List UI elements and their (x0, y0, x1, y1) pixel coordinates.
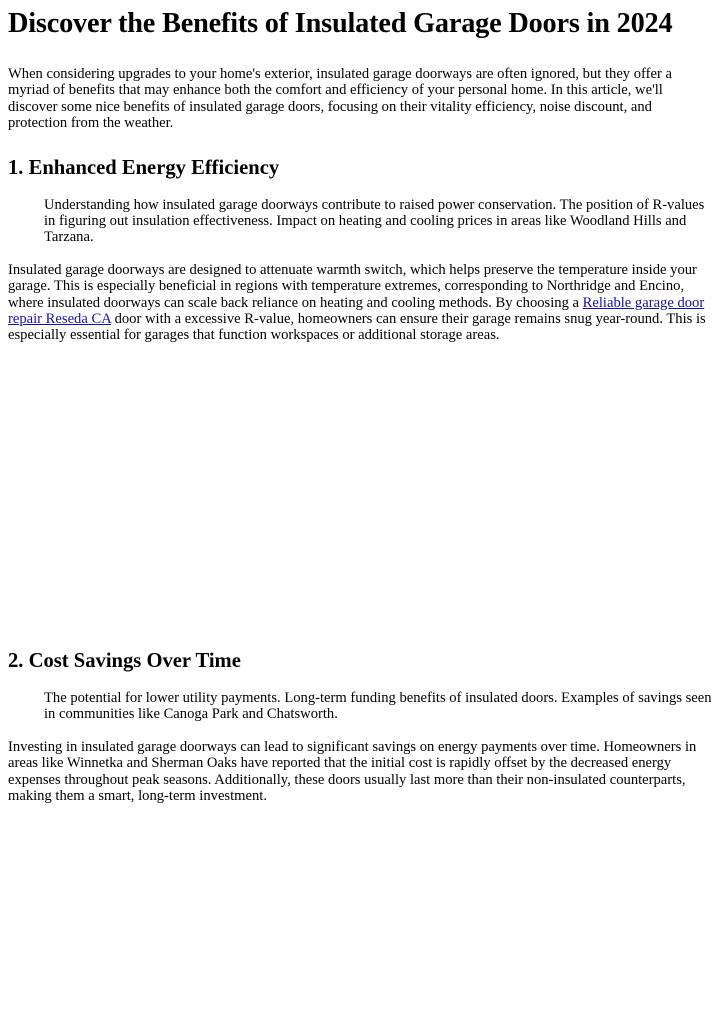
section-summary-energy-efficiency: Understanding how insulated garage doorways contribute to raised power conservation. The position of R-values in figuring out insulation effectiveness. Impact on heating and cooling prices in areas like Woodland Hills and Tarzana. (44, 196, 705, 246)
article (8, 0, 714, 804)
section-body-cost-savings: Investing in insulated garage doorways can lead to significant savings on energy payments over time. Homeowners in areas like Winnetka and Sherman Oaks have reported that the initial cost is rapidly offset by the decreased energy expenses throughout peak seasons. Additionally, these doors usually last more than their non-insulated counterparts, making them a smart, long-term investment. (8, 738, 697, 804)
page-title: Discover the Benefits of Insulated Garage Doors in 2024 (8, 8, 673, 39)
content-spacer (8, 344, 714, 648)
section-body-energy-efficiency (8, 262, 714, 344)
section-heading-cost-savings: 2. Cost Savings Over Time (8, 649, 241, 672)
intro-paragraph: When considering upgrades to your home's exterior, insulated garage doorways are often ignored, but they offer a myriad of benefits that may enhance both the comfort and efficiency of your personal home. In this article, we'll discover some nice benefits of insulated garage doors, focusing on their vitality efficiency, noise discount, and protection from the weather. (8, 66, 672, 132)
section-heading-energy-efficiency: 1. Enhanced Energy Efficiency (8, 156, 280, 179)
section-summary-cost-savings: The potential for lower utility payments. Long-term funding benefits of insulated doors. Examples of savings seen in communities like Canoga Park and Chatsworth. (44, 689, 712, 723)
body-text-before-link: Insulated garage doorways are designed to attenuate warmth switch, which helps preserve the temperature inside your garage. This is especially beneficial in regions with temperature extremes, corresponding to Northridge and Encino, where insulated doorways can scale back reliance on heating and cooling methods. By choosing a (8, 261, 697, 311)
body-text-after-link: door with a excessive R-value, homeowners can ensure their garage remains snug year-round. This is especially essential for garages that function workspaces or additional storage areas. (8, 311, 706, 344)
garage-door-repair-link[interactable]: Reliable garage door repair Reseda CA (8, 294, 705, 328)
